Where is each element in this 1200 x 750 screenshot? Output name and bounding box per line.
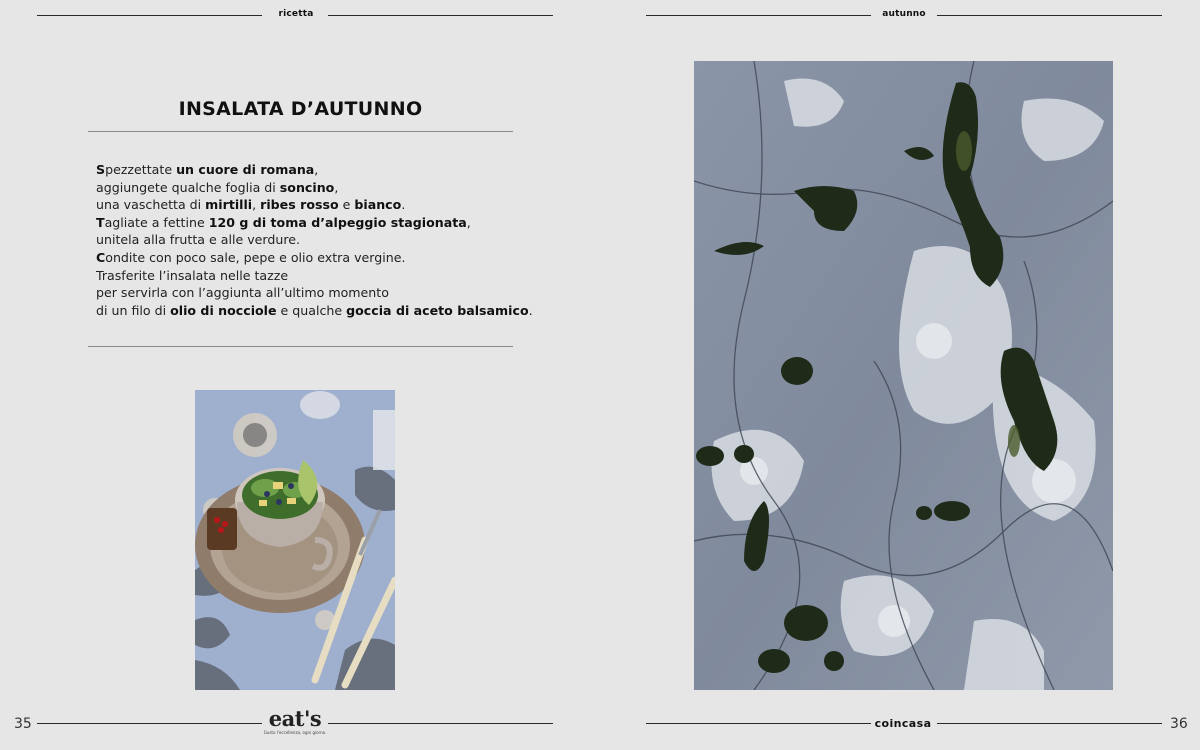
recipe-ingredient: bianco — [354, 197, 402, 213]
recipe-ingredient: T — [96, 214, 105, 230]
footer-rule-right-right-page — [937, 723, 1162, 724]
recipe-ingredient: 120 g di toma d’alpeggio stagionata — [208, 214, 467, 230]
recipe-divider — [88, 346, 513, 347]
eats-logo-word: eat's — [268, 706, 322, 731]
recipe-ingredient: S — [96, 162, 106, 177]
recipe-text — [96, 161, 536, 319]
recipe-text-segment: e — [338, 197, 355, 213]
footer-rule-left — [37, 723, 262, 724]
recipe-text-segment: per servirla con l’aggiunta all’ultimo momento — [96, 285, 389, 301]
eats-logo-tagline: Gusto l'eccellenza, ogni giorno. — [263, 730, 327, 735]
page-number-right: 36 — [1170, 716, 1188, 732]
recipe-text-segment: una vaschetta di — [96, 197, 206, 213]
header-rule-right — [328, 15, 553, 16]
eats-logo — [262, 708, 328, 735]
recipe-text-segment: , — [334, 179, 339, 195]
recipe-ingredient: un cuore di romana — [176, 162, 315, 177]
recipe-line — [96, 267, 536, 285]
recipe-ingredient: ribes rosso — [260, 197, 339, 213]
section-label-autunno: autunno — [882, 9, 926, 19]
salad-photo — [195, 390, 395, 690]
coincasa-logo: coincasa — [874, 717, 932, 730]
page-number-left: 35 — [14, 716, 32, 732]
recipe-text-segment: aggiungete qualche foglia di — [96, 179, 280, 195]
recipe-line — [96, 179, 536, 197]
recipe-text-segment: unitela alla frutta e alle verdure. — [96, 232, 300, 248]
recipe-ingredient: soncino — [279, 179, 335, 195]
header-rule-left-right-page — [646, 15, 871, 16]
section-label-ricetta: ricetta — [278, 9, 314, 19]
recipe-text-segment: . — [401, 197, 406, 213]
recipe-line — [96, 196, 536, 214]
recipe-text-segment: agliate a fettine — [104, 214, 209, 230]
title-divider — [88, 131, 513, 132]
recipe-line — [96, 161, 536, 179]
recipe-title: INSALATA D’AUTUNNO — [178, 98, 423, 120]
recipe-ingredient: olio di nocciole — [170, 302, 277, 318]
header-rule-right-right-page — [937, 15, 1162, 16]
recipe-text-segment: ondite con poco sale, pepe e olio extra vergine. — [105, 249, 406, 265]
recipe-ingredient: mirtilli — [205, 197, 253, 213]
recipe-text-segment: , — [252, 197, 261, 213]
recipe-line — [96, 249, 536, 267]
recipe-ingredient: C — [96, 249, 106, 265]
recipe-text-segment: . — [528, 302, 533, 318]
footer-rule-right — [328, 723, 553, 724]
rock-texture-photo — [694, 61, 1113, 690]
recipe-line — [96, 284, 536, 302]
recipe-text-segment: e qualche — [276, 302, 347, 318]
footer-rule-left-right-page — [646, 723, 871, 724]
recipe-text-segment: , — [466, 214, 471, 230]
recipe-line — [96, 302, 536, 320]
recipe-ingredient: goccia di aceto balsamico — [346, 302, 529, 318]
recipe-text-segment: Trasferite l’insalata nelle tazze — [96, 267, 289, 283]
recipe-line — [96, 214, 536, 232]
recipe-text-segment: di un filo di — [96, 302, 171, 318]
recipe-line — [96, 231, 536, 249]
recipe-text-segment: , — [314, 162, 319, 177]
header-rule-left — [37, 15, 262, 16]
recipe-text-segment: pezzettate — [105, 162, 177, 177]
